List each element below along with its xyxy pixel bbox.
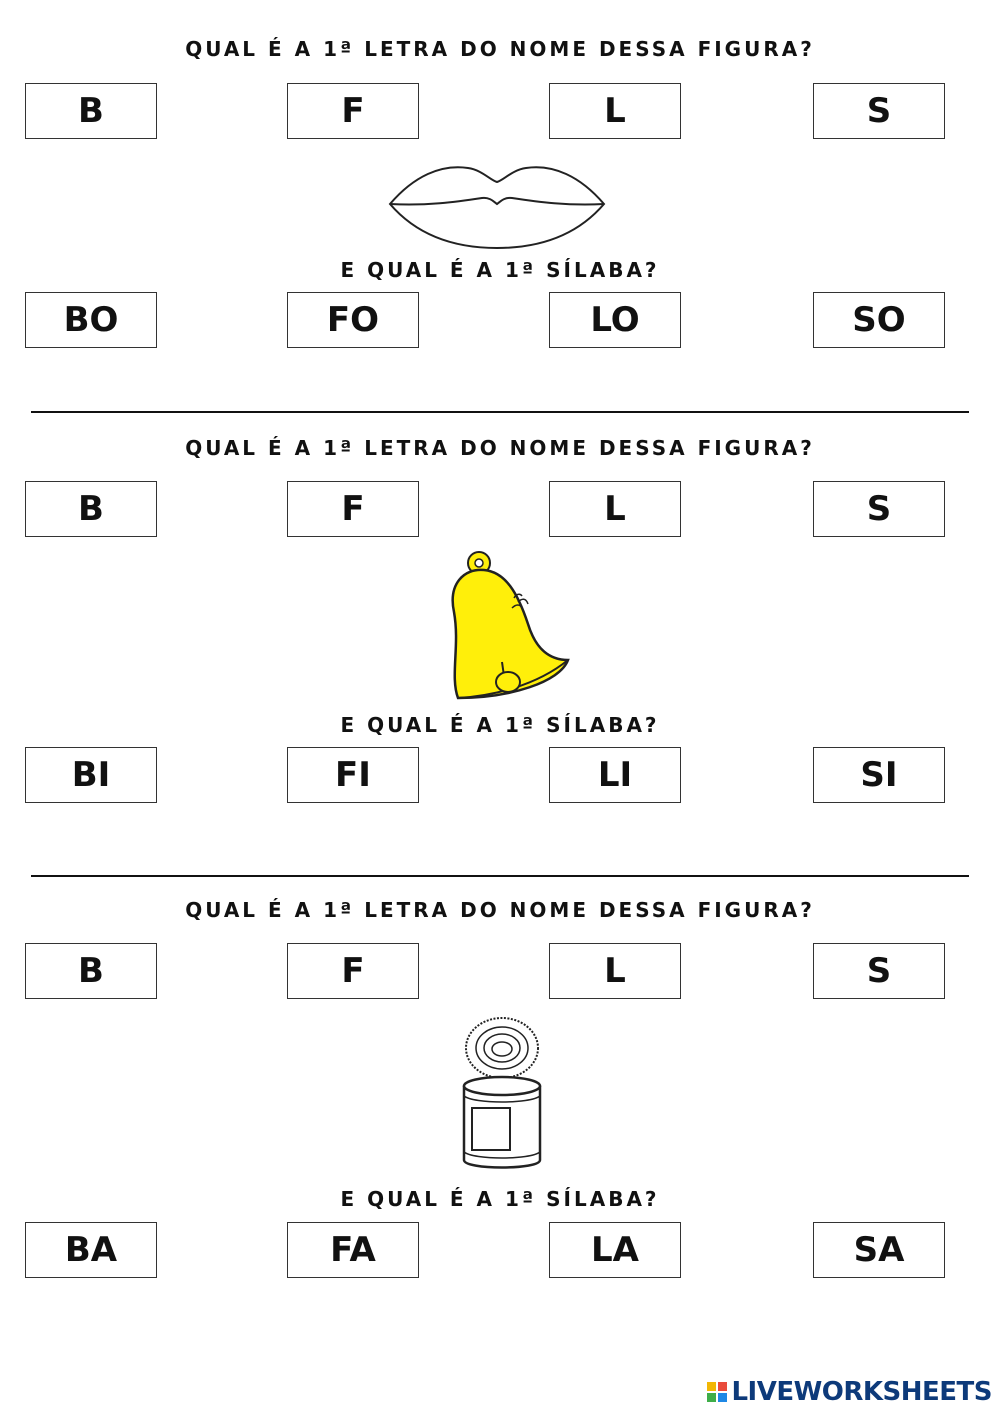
letter-option-s[interactable]: S <box>813 943 945 999</box>
syllable-option-lo[interactable]: LO <box>549 292 681 348</box>
syllable-option-fa[interactable]: FA <box>287 1222 419 1278</box>
lips-image <box>386 158 608 250</box>
letter-option-b[interactable]: B <box>25 481 157 537</box>
bell-image <box>440 546 574 702</box>
letter-question: QUAL É A 1ª LETRA DO NOME DESSA FIGURA? <box>185 436 815 460</box>
letter-option-f[interactable]: F <box>287 481 419 537</box>
letter-option-b[interactable]: B <box>25 943 157 999</box>
syllable-question: E QUAL É A 1ª SÍLABA? <box>340 258 660 282</box>
syllable-option-li[interactable]: LI <box>549 747 681 803</box>
letter-option-f[interactable]: F <box>287 943 419 999</box>
letter-question: QUAL É A 1ª LETRA DO NOME DESSA FIGURA? <box>185 37 815 61</box>
section-divider <box>31 411 969 413</box>
syllable-option-sa[interactable]: SA <box>813 1222 945 1278</box>
logo-text: LIVEWORKSHEETS <box>731 1377 992 1407</box>
syllable-option-si[interactable]: SI <box>813 747 945 803</box>
syllable-option-bo[interactable]: BO <box>25 292 157 348</box>
syllable-question: E QUAL É A 1ª SÍLABA? <box>340 713 660 737</box>
letter-option-f[interactable]: F <box>287 83 419 139</box>
liveworksheets-logo <box>707 1377 992 1407</box>
syllable-option-fi[interactable]: FI <box>287 747 419 803</box>
syllable-option-la[interactable]: LA <box>549 1222 681 1278</box>
open-can-image <box>454 1016 550 1176</box>
letter-option-s[interactable]: S <box>813 83 945 139</box>
syllable-option-so[interactable]: SO <box>813 292 945 348</box>
logo-tiles-icon <box>707 1382 727 1402</box>
letter-option-b[interactable]: B <box>25 83 157 139</box>
syllable-option-bi[interactable]: BI <box>25 747 157 803</box>
letter-option-l[interactable]: L <box>549 943 681 999</box>
letter-option-s[interactable]: S <box>813 481 945 537</box>
syllable-option-fo[interactable]: FO <box>287 292 419 348</box>
section-divider <box>31 875 969 877</box>
syllable-question: E QUAL É A 1ª SÍLABA? <box>340 1187 660 1211</box>
letter-option-l[interactable]: L <box>549 83 681 139</box>
letter-question: QUAL É A 1ª LETRA DO NOME DESSA FIGURA? <box>185 898 815 922</box>
letter-option-l[interactable]: L <box>549 481 681 537</box>
syllable-option-ba[interactable]: BA <box>25 1222 157 1278</box>
